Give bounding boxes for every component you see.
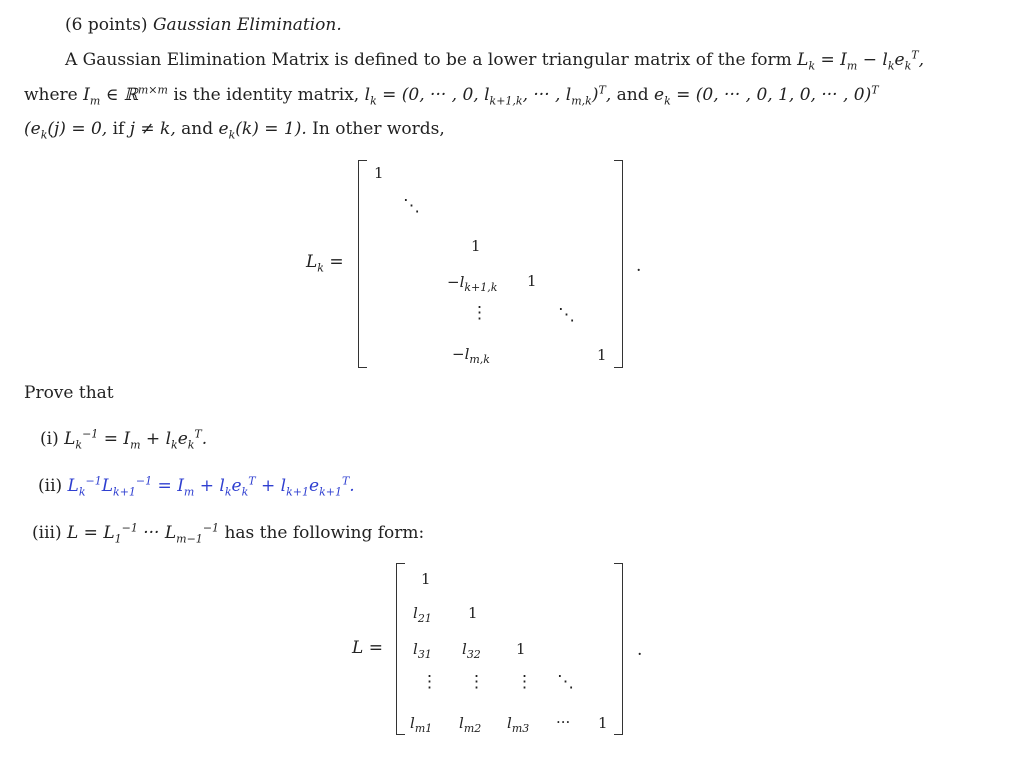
- right-bracket: [614, 563, 623, 735]
- if-word: if: [112, 119, 125, 139]
- item-number: (iii): [32, 523, 62, 543]
- matrix-cell-l31: $l_{31}$: [413, 640, 432, 661]
- prove-item-3: (iii) $L = L_1^{-1}$ ··· $L_{m-1}^{-1}$ has the following form:: [32, 521, 425, 546]
- prove-item-2: (ii) $L_k^{-1}L_{k+1}^{-1} = I_m + l_ke_k^T + l_{k+1}e_{k+1}^T$.: [38, 474, 355, 499]
- matrix-cell-neg-lmk: $-l_{m,k}$: [452, 345, 490, 366]
- horizontal-dots: ···: [556, 713, 571, 731]
- and-word: and: [616, 85, 649, 105]
- left-bracket: [358, 160, 367, 368]
- item-number: (ii): [38, 476, 63, 496]
- vertical-dots: ⋮: [516, 672, 533, 692]
- diagonal-dots: ⋱: [403, 196, 420, 216]
- problem-title: Gaussian Elimination.: [152, 15, 342, 35]
- matrix-cell-one: 1: [421, 570, 431, 588]
- matrix-cell-one: 1: [471, 237, 481, 255]
- vertical-dots: ⋮: [468, 672, 485, 692]
- right-bracket: [614, 160, 623, 368]
- matrix-L-label: L =: [352, 638, 383, 658]
- matrix-cell-one: 1: [468, 604, 478, 622]
- neg-l-text: −l: [452, 345, 470, 363]
- matrix-cell-l21: $l_{21}$: [413, 604, 432, 625]
- vertical-dots: ⋮: [471, 303, 488, 323]
- matrix-Lk-label: $L_k$ =: [306, 252, 344, 275]
- diagonal-dots: ⋱: [558, 305, 575, 325]
- item-number: (i): [40, 429, 59, 449]
- left-bracket: [396, 563, 405, 735]
- matrix-cell-neg-lk1: $-l_{k+1,k}$: [447, 273, 498, 294]
- definition-line-2: where $I_m$ ∈ ℝ$^{m\times m}$ is the identity matrix, $l_k = (0$, ··· , 0, $l_{k+1,k}$, ··· , $l_{m,k})^T$, and $e_k = (0$, ··· , 0, 1, 0, ··· , 0)$^T$: [24, 83, 879, 108]
- matrix-cell-one: 1: [516, 640, 526, 658]
- points-label: (6 points): [65, 15, 148, 35]
- matrix-cell-l32: $l_{32}$: [462, 640, 481, 661]
- item-suffix: has the following form:: [224, 523, 425, 543]
- matrix-cell-one: 1: [598, 714, 608, 732]
- neg-l-text: −l: [447, 273, 465, 291]
- identity-text: is the identity matrix,: [173, 85, 360, 105]
- diagonal-dots: ⋱: [557, 672, 574, 692]
- problem-header: [65, 15, 342, 35]
- matrix-cell-lm1: $l_{m1}$: [410, 714, 433, 735]
- vertical-dots: ⋮: [421, 672, 438, 692]
- matrix-cell-one: 1: [597, 346, 607, 364]
- prove-item-1: (i) $L_k^{-1} = I_m + l_ke_k^T$.: [40, 427, 208, 452]
- period: .: [636, 256, 642, 276]
- definition-intro: A Gaussian Elimination Matrix is defined to be a lower triangular matrix of the form: [65, 50, 792, 70]
- period: .: [637, 640, 643, 660]
- matrix-cell-lm3: $l_{m3}$: [507, 714, 530, 735]
- definition-line-1: A Gaussian Elimination Matrix is defined to be a lower triangular matrix of the form $L_k = I_m - l_ke_k^T$,: [65, 48, 924, 73]
- matrix-cell-lm2: $l_{m2}$: [459, 714, 482, 735]
- where-word: where: [24, 85, 78, 105]
- matrix-cell-one: 1: [527, 272, 537, 290]
- matrix-cell-one: 1: [374, 164, 384, 182]
- definition-line-3: ($e_k(j) = 0$, if j ≠ k, and $e_k(k) = 1$). In other words,: [24, 119, 445, 142]
- other-words-text: In other words,: [312, 119, 445, 139]
- prove-label: Prove that: [24, 383, 114, 403]
- and-word-2: and: [181, 119, 214, 139]
